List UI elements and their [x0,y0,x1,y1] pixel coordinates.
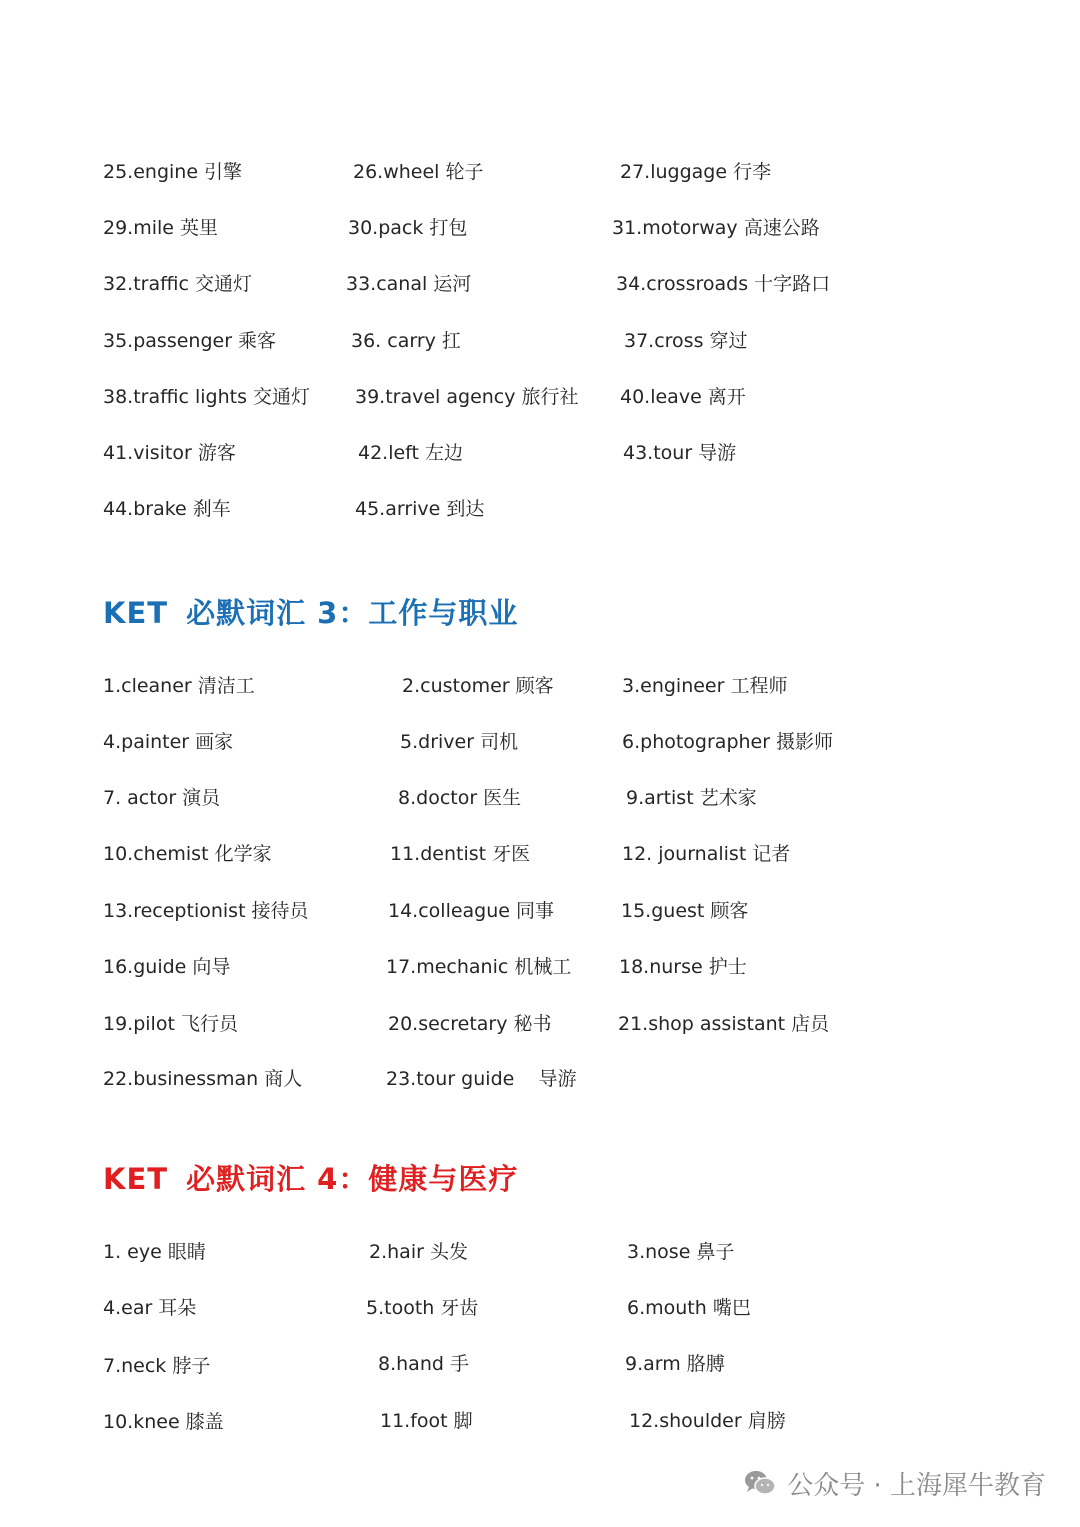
word-item: 3.engineer 工程师 [622,675,788,697]
word-item: 15.guest 顾客 [621,900,749,922]
word-item: 39.travel agency 旅行社 [355,386,579,408]
word-item: 4.painter 画家 [103,731,234,753]
word-item: 41.visitor 游客 [103,442,236,464]
word-item: 25.engine 引擎 [103,161,243,183]
wechat-icon [743,1468,777,1498]
word-item: 1.cleaner 清洁工 [103,675,255,697]
word-item: 29.mile 英里 [103,217,219,239]
word-item: 19.pilot 飞行员 [103,1013,238,1035]
word-item: 43.tour 导游 [623,442,737,464]
word-item: 7. actor 演员 [103,787,221,809]
word-item: 34.crossroads 十字路口 [616,273,831,295]
word-item: 4.ear 耳朵 [103,1297,197,1319]
word-item: 13.receptionist 接待员 [103,900,309,922]
word-item: 20.secretary 秘书 [388,1013,552,1035]
word-item: 12.shoulder 肩膀 [629,1410,786,1432]
section-heading-jobs [103,595,518,631]
word-item: 8.doctor 医生 [398,787,522,809]
word-item: 36. carry 扛 [351,330,461,352]
word-item: 8.hand 手 [378,1353,469,1375]
word-item: 40.leave 离开 [620,386,746,408]
word-item: 1. eye 眼睛 [103,1241,206,1263]
watermark-text: 公众号 · 上海犀牛教育 [787,1470,1046,1501]
heading-text: 必默词汇 3：工作与职业 [186,596,519,630]
word-item: 18.nurse 护士 [619,956,747,978]
word-item: 11.dentist 牙医 [390,843,531,865]
word-item: 30.pack 打包 [348,217,468,239]
word-item: 14.colleague 同事 [388,900,555,922]
word-item: 26.wheel 轮子 [353,161,484,183]
word-item: 7.neck 脖子 [103,1355,211,1377]
word-item: 3.nose 鼻子 [627,1241,735,1263]
word-item: 2.hair 头发 [369,1241,468,1263]
word-item: 16.guide 向导 [103,956,231,978]
word-item: 5.tooth 牙齿 [366,1297,479,1319]
word-item: 21.shop assistant 店员 [618,1013,830,1035]
word-item: 33.canal 运河 [346,273,472,295]
word-item: 44.brake 刹车 [103,498,231,520]
word-item: 45.arrive 到达 [355,498,485,520]
section-heading-health [103,1161,518,1197]
word-item: 11.foot 脚 [380,1410,473,1432]
word-item: 12. journalist 记者 [622,843,791,865]
word-item: 37.cross 穿过 [624,330,748,352]
word-item: 10.chemist 化学家 [103,843,272,865]
word-item: 35.passenger 乘客 [103,330,277,352]
watermark [743,1463,1046,1503]
word-item: 31.motorway 高速公路 [612,217,820,239]
word-item: 27.luggage 行李 [620,161,772,183]
heading-prefix: KET [103,596,169,630]
word-item: 38.traffic lights 交通灯 [103,386,311,408]
word-item: 9.artist 艺术家 [626,787,757,809]
word-item: 23.tour guide 导游 [386,1068,577,1090]
word-item: 22.businessman 商人 [103,1068,303,1090]
word-item: 6.photographer 摄影师 [622,731,834,753]
word-item: 5.driver 司机 [400,731,519,753]
word-item: 17.mechanic 机械工 [386,956,572,978]
word-item: 2.customer 顾客 [402,675,554,697]
heading-text: 必默词汇 4：健康与医疗 [186,1162,519,1196]
word-item: 32.traffic 交通灯 [103,273,252,295]
word-item: 42.left 左边 [358,442,464,464]
word-item: 9.arm 胳膊 [625,1353,725,1375]
heading-prefix: KET [103,1162,169,1196]
word-item: 6.mouth 嘴巴 [627,1297,751,1319]
word-item: 10.knee 膝盖 [103,1411,224,1433]
